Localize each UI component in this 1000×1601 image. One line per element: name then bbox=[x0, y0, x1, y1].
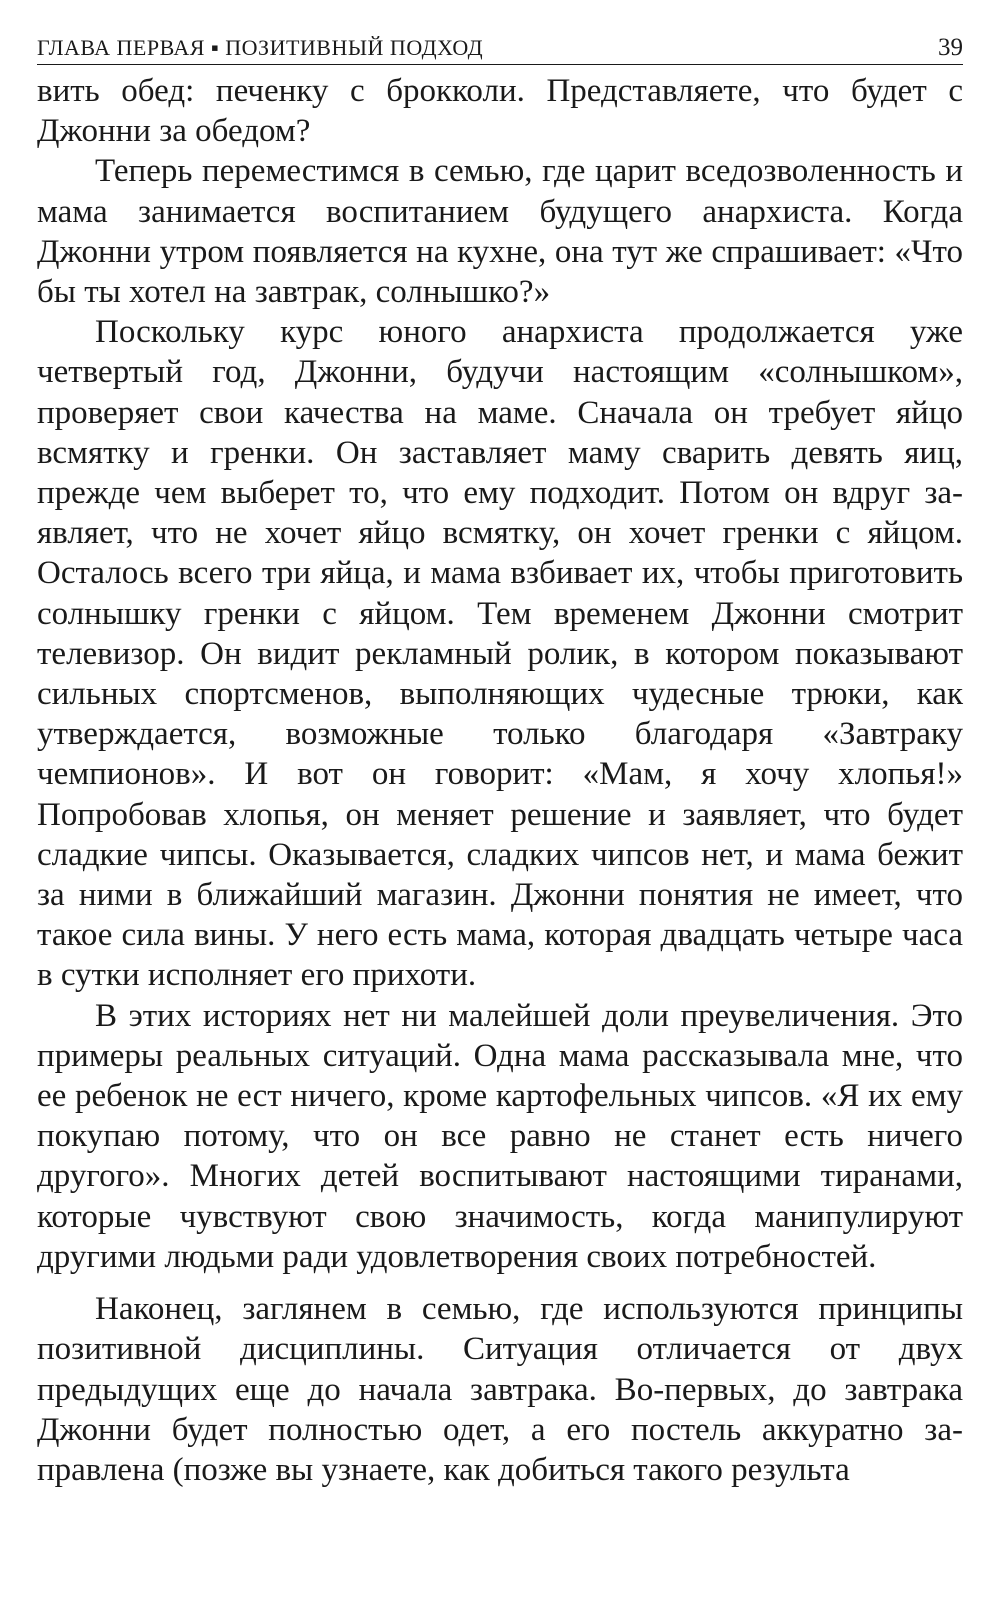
section-title: ПОЗИТИВНЫЙ ПОДХОД bbox=[225, 35, 484, 60]
header-separator: ▪ bbox=[210, 35, 220, 60]
paragraph-continued: вить обед: печенку с брокколи. Представляете, что будет с Джонни за обедом? bbox=[37, 73, 963, 150]
paragraph: Наконец, заглянем в семью, где используются принципы позитивной дисциплины. Ситуация отличается от двух предыдущих еще до начала завтрака. Во-первых, до завтрака Джонни будет полностью одет, а его постель аккуратно заправлена (позже вы узнаете, как добиться такого результа bbox=[37, 1291, 963, 1488]
paragraph: В этих историях нет ни малейшей доли преувеличения. Это примеры реальных ситуаций. Одна мама рассказывала мне, что ее ребенок не ест ничего, кроме картофельных чипсов. «Я их ему покупаю потому, что он все равно не станет есть ничего другого». Многих детей воспитывают настоящими тиранами, которые чувствуют свою значимость, когда манипулируют другими людьми ради удовлетворения своих потребностей. bbox=[37, 997, 963, 1275]
paragraph: Поскольку курс юного анархиста продолжается уже четвертый год, Джонни, будучи настоящим «солнышком», проверяет свои качества на маме. Сначала он требует яйцо всмятку и гренки. Он заставляет маму сварить девять яиц, прежде чем выберет то, что ему подходит. Потом он вдруг заявляет, что не хочет яйцо всмятку, он хочет гренки с яйцом. Осталось всего три яйца, и мама взбивает их, чтобы приготовить солнышку гренки с яйцом. Тем временем Джонни смотрит телевизор. Он видит рекламный ролик, в котором показывают сильных спортсменов, выполняющих чудесные трюки, как утверждается, возможные только благодаря «Завтраку чемпионов». И вот он говорит: «Мам, я хочу хлопья!» Попробовав хлопья, он меняет решение и заявляет, что будет сладкие чипсы. Оказывается, сладких чипсов нет, и мама бежит за ними в ближайший магазин. Джонни понятия не имеет, что такое сила вины. У него есть мама, которая двадцать четыре часа в сутки исполняет его прихоти. bbox=[37, 314, 963, 994]
paragraph: Теперь переместимся в семью, где царит вседозволенность и мама занимается воспитанием будущего анархиста. Когда Джонни утром появляется на кухне, она тут же спрашивает: «Что бы ты хотел на завтрак, солнышко?» bbox=[37, 153, 963, 311]
body-text bbox=[37, 71, 963, 1490]
chapter-title: ГЛАВА ПЕРВАЯ bbox=[37, 35, 205, 60]
book-page bbox=[37, 34, 963, 1490]
running-header bbox=[37, 34, 963, 65]
running-title bbox=[37, 34, 483, 62]
page-number: 39 bbox=[938, 34, 963, 61]
